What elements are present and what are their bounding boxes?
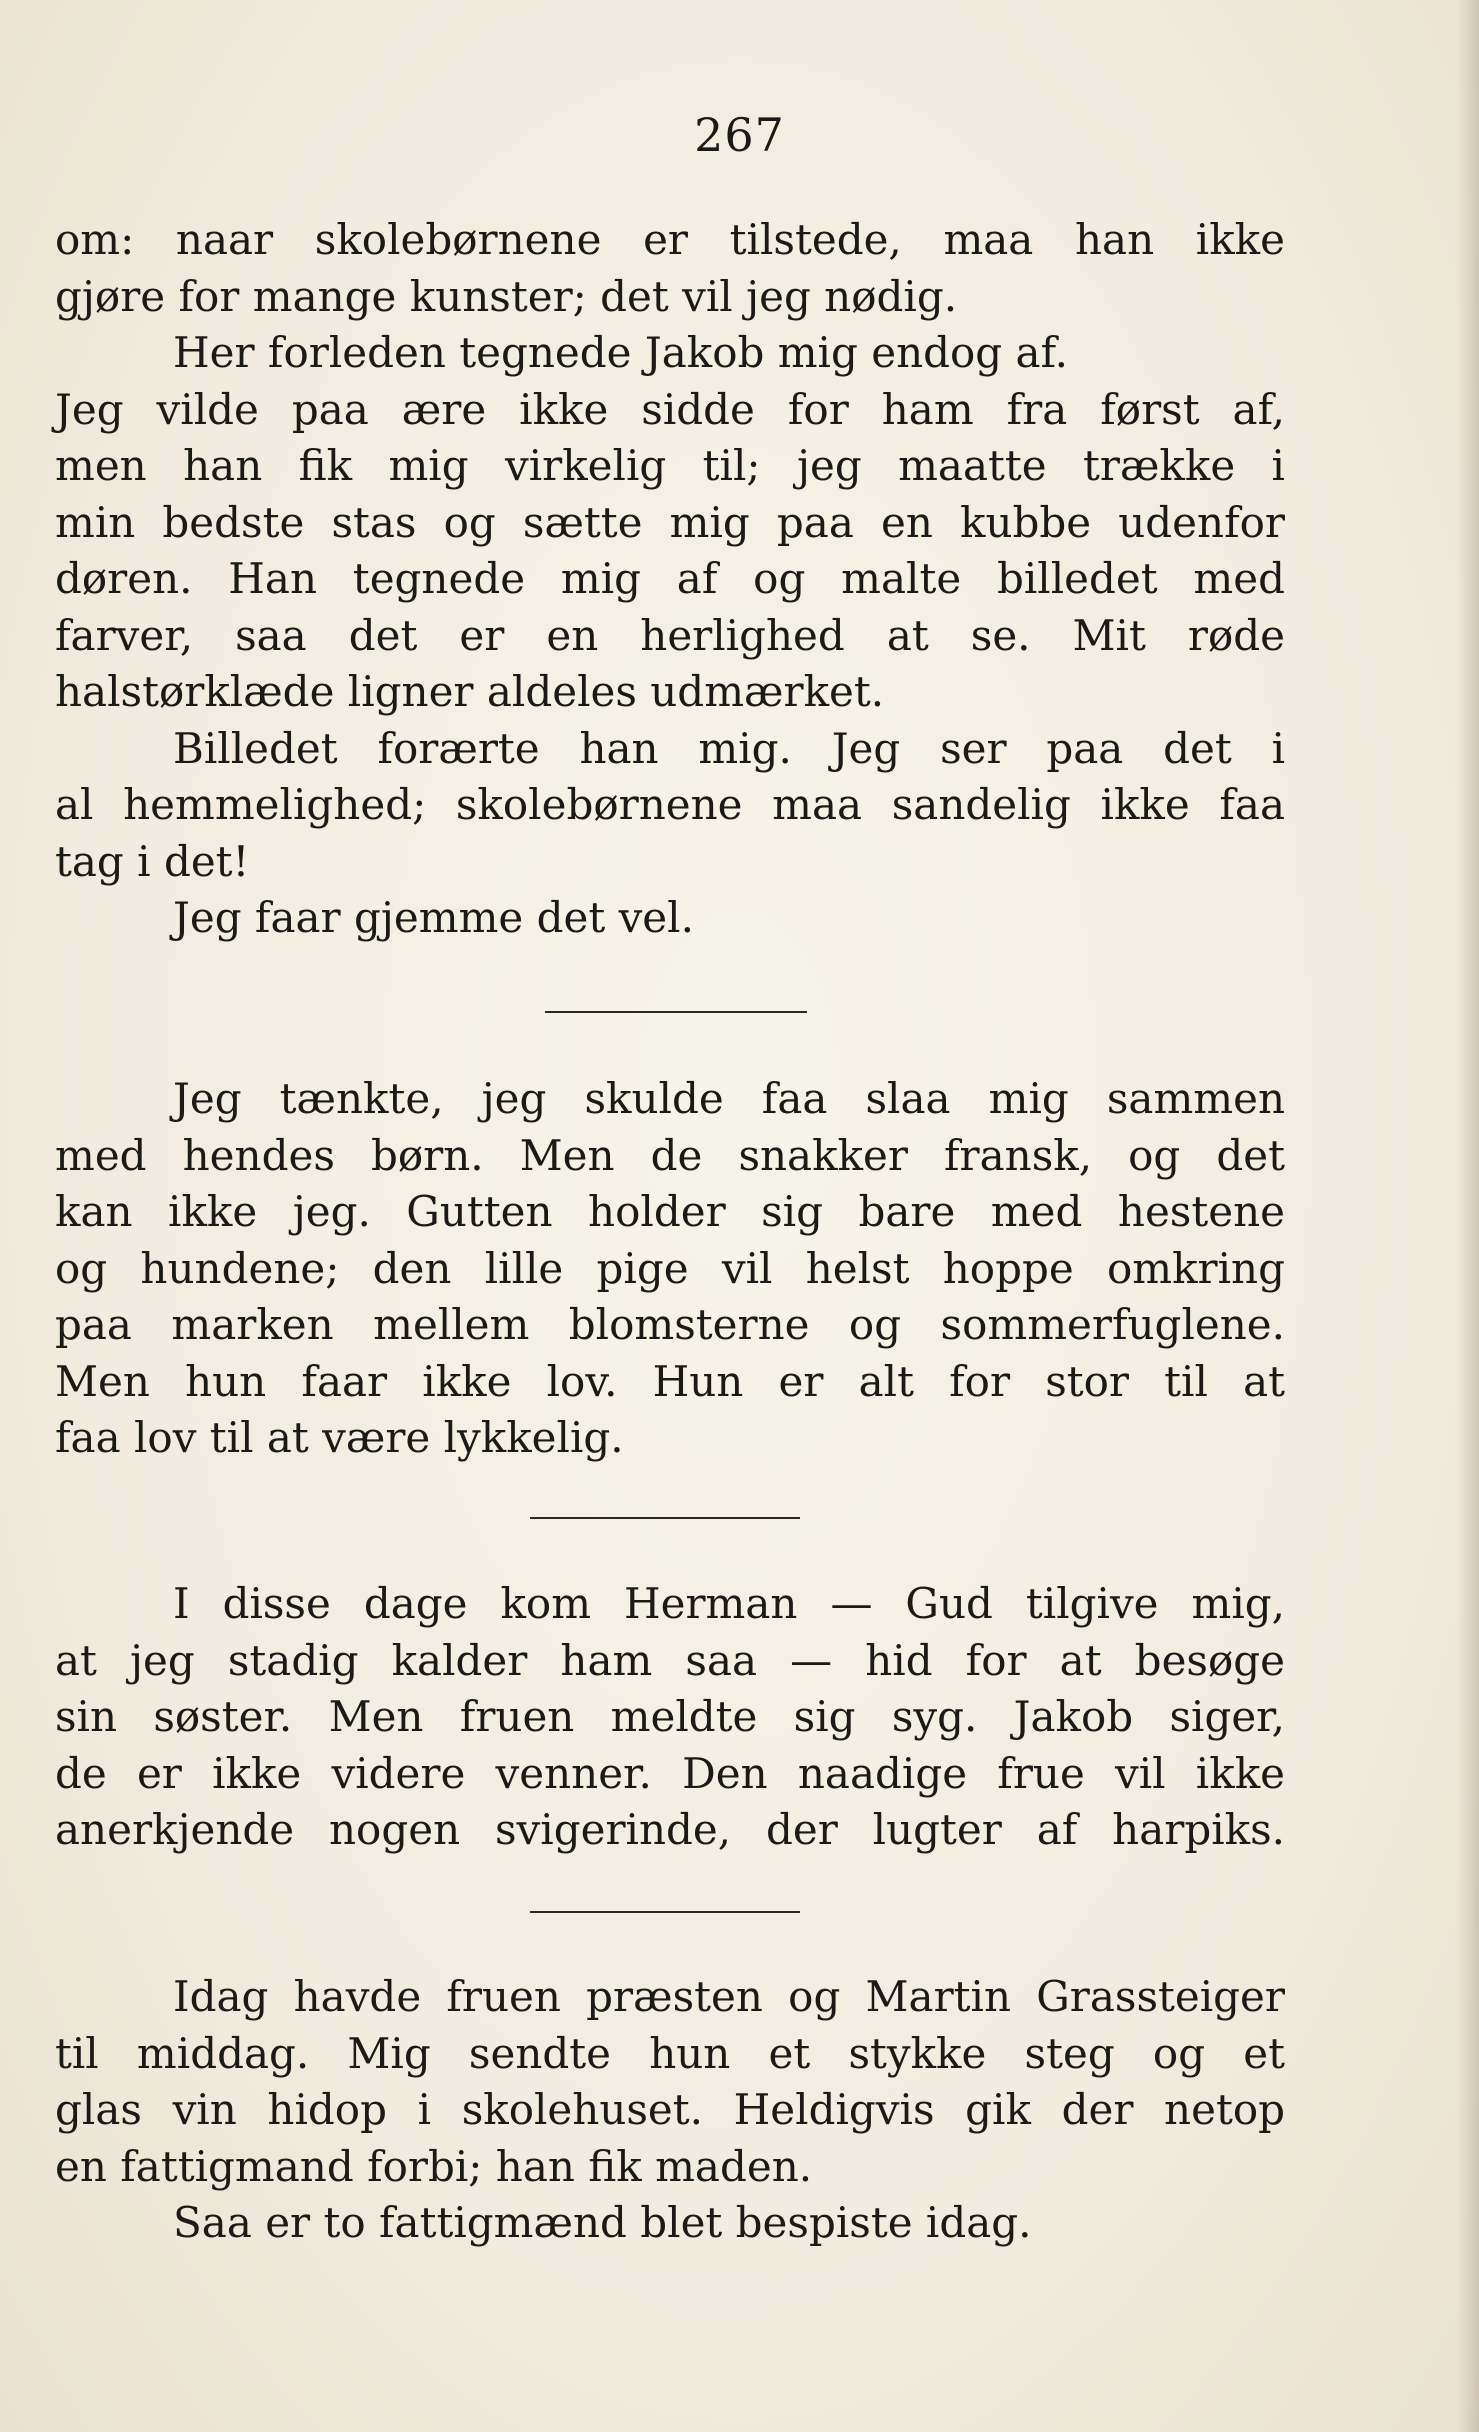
text-line: med hendes børn. Men de snakker fransk, og det (55, 1130, 1285, 1180)
section-4 (55, 1969, 1285, 2252)
text-line: Men hun faar ikke lov. Hun er alt for stor til at (55, 1356, 1285, 1406)
text-line: at jeg stadig kalder ham saa — hid for at besøge (55, 1635, 1285, 1685)
text-line: og hundene; den lille pige vil helst hoppe omkring (55, 1243, 1285, 1293)
text-line: en fattigmand forbi; han fik maden. (55, 2141, 813, 2191)
text-line: gjøre for mange kunster; det vil jeg nødig. (55, 271, 958, 321)
text-line: farver, saa det er en herlighed at se. Mit røde (55, 610, 1285, 660)
text-line: Jeg faar gjemme det vel. (173, 893, 694, 942)
text-line: sin søster. Men fruen meldte sig syg. Jakob siger, (55, 1692, 1285, 1741)
text-line: Jeg vilde paa ære ikke sidde for ham fra først af, (55, 384, 1285, 434)
text-line: I disse dage kom Herman — Gud tilgive mig, (173, 1579, 1285, 1628)
text-line: min bedste stas og sætte mig paa en kubbe udenfor (55, 497, 1285, 547)
text-line: til middag. Mig sendte hun et stykke steg og et (55, 2028, 1285, 2078)
text-line: faa lov til at være lykkelig. (55, 1413, 624, 1462)
text-line: døren. Han tegnede mig af og malte billedet med (55, 554, 1285, 603)
text-line: Her forleden tegnede Jakob mig endog af. (173, 328, 1068, 377)
section-divider (530, 1911, 800, 1913)
text-line: Idag havde fruen præsten og Martin Grassteiger (173, 1972, 1285, 2021)
text-line: paa marken mellem blomsterne og sommerfuglene. (55, 1300, 1285, 1349)
text-line: men han fik mig virkelig til; jeg maatte trække i (55, 441, 1285, 490)
text-line: glas vin hidop i skolehuset. Heldigvis gik der netop (55, 2085, 1285, 2134)
text-line: anerkjende nogen svigerinde, der lugter af harpiks. (55, 1805, 1285, 1854)
text-line: om: naar skolebørnene er tilstede, maa han ikke (55, 215, 1285, 264)
section-2 (55, 1071, 1285, 1467)
section-3 (55, 1576, 1285, 1859)
text-line: tag i det! (55, 836, 250, 886)
text-line: halstørklæde ligner aldeles udmærket. (55, 667, 885, 716)
page-edge-shadow (1457, 0, 1479, 2432)
text-line: de er ikke videre venner. Den naadige frue vil ikke (55, 1748, 1285, 1798)
text-line: Billedet forærte han mig. Jeg ser paa det i (173, 723, 1285, 773)
text-line: Saa er to fattigmænd blet bespiste idag. (173, 2198, 1032, 2247)
text-line: al hemmelighed; skolebørnene maa sandelig ikke faa (55, 780, 1285, 829)
text-line: kan ikke jeg. Gutten holder sig bare med hestene (55, 1187, 1285, 1236)
section-1 (55, 212, 1285, 947)
text-line: Jeg tænkte, jeg skulde faa slaa mig sammen (173, 1074, 1285, 1123)
page-number: 267 (694, 108, 785, 162)
section-divider (530, 1517, 800, 1519)
section-divider (545, 1011, 807, 1013)
